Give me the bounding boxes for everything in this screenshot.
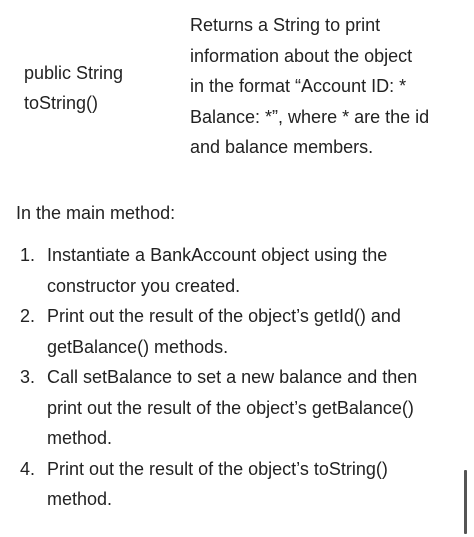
- step-line: method.: [47, 428, 113, 448]
- scrollbar-thumb[interactable]: [464, 470, 467, 534]
- description-line: Balance: *”, where * are the id: [190, 106, 430, 127]
- description-line: and balance members.: [190, 137, 374, 157]
- step-text: [47, 362, 474, 454]
- step-text: [47, 301, 474, 362]
- step-line: Instantiate a BankAccount object using the: [47, 245, 388, 265]
- method-description: [190, 10, 470, 163]
- step-item: [0, 240, 474, 301]
- step-item: [0, 454, 474, 515]
- steps-list: [0, 240, 474, 515]
- step-number: 3.: [20, 367, 36, 387]
- step-number: 4.: [20, 458, 36, 479]
- description-line: Returns a String to print: [190, 15, 381, 35]
- step-line: Print out the result of the object’s getId() and: [47, 306, 401, 326]
- step-item: [0, 301, 474, 362]
- main-method-heading: In the main method:: [16, 203, 176, 223]
- step-line: method.: [47, 489, 113, 509]
- step-line: constructor you created.: [47, 275, 241, 296]
- signature-line: toString(): [24, 93, 99, 113]
- step-number: 2.: [20, 306, 36, 326]
- step-line: Call setBalance to set a new balance and then: [47, 367, 418, 387]
- step-line: Print out the result of the object’s toString(): [47, 458, 388, 479]
- step-item: [0, 362, 474, 454]
- step-number: 1.: [20, 245, 36, 265]
- step-line: getBalance() methods.: [47, 336, 229, 357]
- description-line: information about the object: [190, 45, 413, 66]
- step-line: print out the result of the object’s getBalance(): [47, 397, 414, 418]
- description-line: in the format “Account ID: *: [190, 76, 407, 96]
- step-text: [47, 240, 474, 301]
- method-signature: [24, 58, 174, 118]
- step-text: [47, 454, 474, 515]
- signature-line: public String: [24, 63, 124, 83]
